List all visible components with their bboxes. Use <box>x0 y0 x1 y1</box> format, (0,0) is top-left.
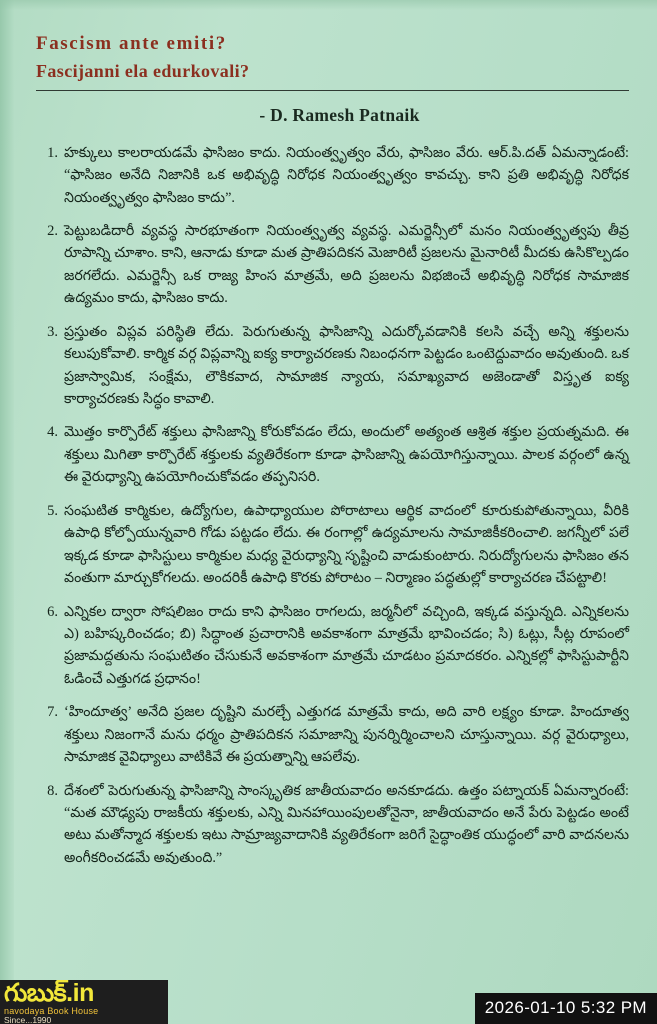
list-item-number: 6. <box>47 603 58 620</box>
list-item-text: మొత్తం కార్పొరేట్ శక్తులు ఫాసిజాన్ని కోరుకోవడం లేదు, అందులో అత్యంత ఆశ్రిత శక్తుల ప్రయత్నమది. ఈ శక్తులు మిగితా కార్పొరేట్ శక్తులకు వ్యతిరేకంగా కూడా ఫాసిజాన్ని ఉపయోగిస్తున్నాయి. పాలక వర్గంలో ఉన్న ఈ వైరుధ్యాన్ని ఉపయోగించుకోవడం తప్పనిసరి. <box>64 424 629 486</box>
list-item <box>36 321 629 411</box>
page-edge-shadow-left <box>0 0 14 1024</box>
list-item <box>36 500 629 590</box>
list-item-text: పెట్టుబడిదారీ వ్యవస్థ సారభూతంగా నియంత్వృత్వ వ్యవస్థ. ఎమర్జెన్సీలో మనం నియంత్వృత్వపు తీవ్ర రూపాన్ని చూశాం. కాని, ఆనాడు కూడా మత ప్రాతిపదికన మెజారిటీ ప్రజలను మైనారిటీ మీదకు ఉసికొల్పడం జరగలేదు. ఎమర్జెన్సీ ఒక రాజ్య హింస మాత్రమే, అది ప్రజలను విభజించే అభివృద్ధి నిరోధక సామాజిక ఉద్యమం కాదు, ఫాసిజం కాదు. <box>64 222 629 307</box>
watermark-logo-since: Since...1990 <box>4 1015 52 1024</box>
timestamp-overlay: 2026-01-10 5:32 PM <box>475 993 657 1024</box>
page-edge-shadow-top <box>0 0 657 10</box>
list-item-text: ఎన్నికల ద్వారా సోషలిజం రాదు కాని ఫాసిజం రాగలదు, జర్మనీలో వచ్చింది, ఇక్కడ వస్తున్నది. ఎన్నికలను ఎ) బహిష్కరించడం; బి) సిద్ధాంత ప్రచారానికి అవకాశంగా మాత్రమే భావించడం; సి) ఓట్లు, సీట్ల రూపంలో ప్రజామద్దతును సంఘటితం చేసుకునే అవకాశంగా మాత్రమే చూడటం ప్రమాదకరం. ఎన్నికల్లో ఫాసిస్టుపార్టీని ఓడించే ఎత్తుగడ ప్రధానం! <box>64 603 629 687</box>
title-block <box>36 30 629 91</box>
list-item-text: ప్రస్తుతం విప్లవ పరిస్థితి లేదు. పెరుగుతున్న ఫాసిజాన్ని ఎదుర్కోవడానికి కలసి వచ్చే అన్ని శక్తులను కలుపుకోవాలి. కార్మిక వర్గ విప్లవాన్ని ఐక్య కార్యాచరణకు నిబంధనగా పెట్టడం ఒంటెద్దువాదం అవుతుంది. ఒక ప్రజాస్వామిక, సంక్షేమ, లౌకికవాద, సామాజిక న్యాయ, సమాఖ్యవాద అజెండాతో విస్తృత ఐక్య కార్యాచరణకు సిద్ధం కావాలి. <box>64 323 629 408</box>
list-item-number: 3. <box>47 323 58 340</box>
list-item <box>36 780 629 870</box>
list-item-number: 5. <box>47 502 58 519</box>
list-item <box>36 142 629 209</box>
list-item <box>36 421 629 488</box>
watermark-logo <box>0 980 168 1024</box>
page-content <box>36 30 629 880</box>
list-item <box>36 220 629 310</box>
title-english: Fascism ante emiti? <box>36 33 227 54</box>
list-item-text: హక్కులు కాలరాయడమే ఫాసిజం కాదు. నియంత్వృత్వం వేరు, ఫాసిజం వేరు. ఆర్.పి.దత్ ఏమన్నాడంటే: “ఫాసిజం అనేది నిజానికి ఒక అభివృద్ధి నిరోధక నియంత్వృత్వం కావచ్చు. కాని ప్రతి అభివృద్ధి నిరోధక నియంత్వృత్వం ఫాసిజం కాదు”. <box>64 144 629 206</box>
list-item <box>36 701 629 768</box>
list-item-text: దేశంలో పెరుగుతున్న ఫాసిజాన్ని సాంస్కృతిక జాతీయవాదం అనకూడదు. ఉత్తం పట్నాయక్ ఏమన్నారంటే: “మత మౌఢ్యపు రాజకీయ శక్తులకు, ఎన్ని మినహాయింపులతోనైనా, జాతీయవాదం అనే పేరు పెట్టడం అంటే అటు మతోన్మాద శక్తులకు ఇటు సామ్రాజ్యవాదానికి వ్యతిరేకంగా జరిగే సైద్ధాంతిక యుద్ధంలో వారి వాదనలను అంగీకరించడమే అవుతుంది.” <box>64 782 629 866</box>
list-item-number: 8. <box>47 782 58 799</box>
points-list <box>36 142 629 870</box>
list-item-number: 4. <box>47 424 58 441</box>
list-item <box>36 601 629 691</box>
watermark-logo-main: గుబుక్.in <box>4 980 94 1007</box>
list-item-text: సంఘటిత కార్మికుల, ఉద్యోగుల, ఉపాధ్యాయుల పోరాటాలు ఆర్థిక వాదంలో కూరుకుపోతున్నాయి, వీరికి ఉపాధి కోల్పోయున్నవారి గోడు పట్టడం లేదు. ఈ రంగాల్లో ఉద్యమాలను సామాజికీకరించాలి. జగన్నీలో పలే ఇక్కడ కూడా ఫాసిస్టులు కార్మికుల మధ్య వైరుధ్యాన్ని సృష్టించి వాడుకుంటారు. నిరుద్యోగులను ఫాసిజం తన వంతుగా మార్చుకోగలదు. అందరికీ ఉపాధి కొరకు పోరాటం – నిర్మాణం పద్ధతుల్లో కార్యాచరణ చేపట్టాలి! <box>64 502 629 587</box>
list-item-number: 7. <box>47 704 58 721</box>
list-item-text: ‘హిందూత్వ’ అనేది ప్రజల దృష్టిని మరల్చే ఎత్తుగడ మాత్రమే కాదు, అది వారి లక్ష్యం కూడా. హిందూత్వ శక్తులు నిజంగానే మను ధర్మం ప్రాతిపదికన సమాజాన్ని పునర్నిర్మించాలని చూస్తున్నాయి. వర్గ వైరుధ్యాలు, సామాజిక వైవిధ్యాలు వాటికివే ఈ ప్రయత్నాన్ని ఆపలేవు. <box>64 704 629 766</box>
list-item-number: 2. <box>47 222 58 239</box>
watermark-logo-subtitle: navodaya Book House <box>4 1006 99 1016</box>
title-telugu: Fascijanni ela edurkovali? <box>36 60 250 81</box>
author-name: - D. Ramesh Patnaik <box>259 104 420 125</box>
list-item-number: 1. <box>47 144 58 161</box>
